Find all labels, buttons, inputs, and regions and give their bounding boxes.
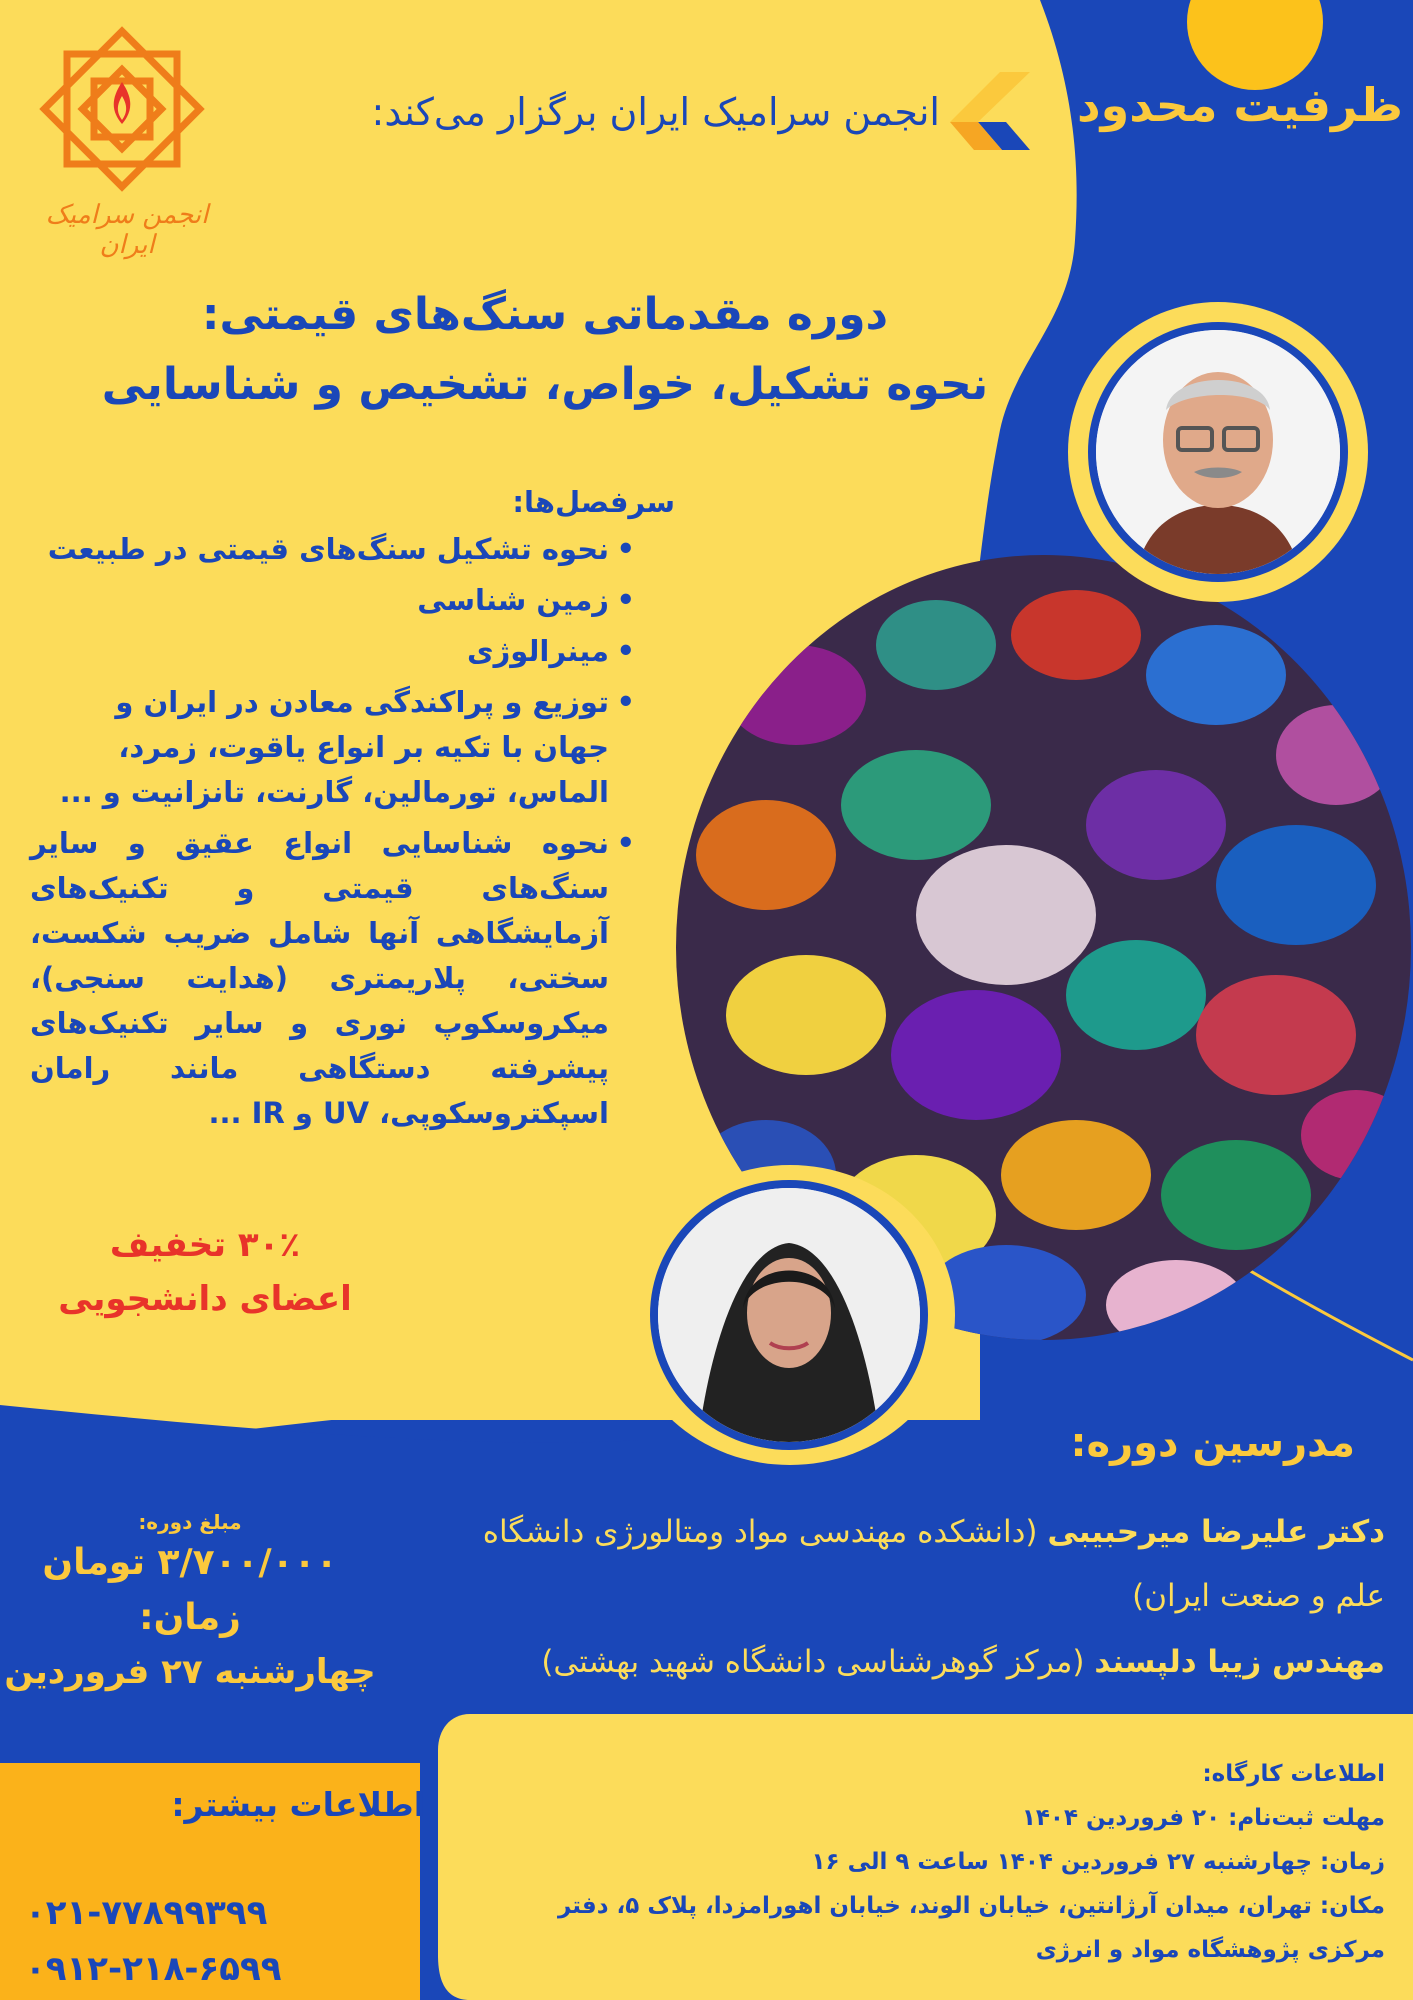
topic-item: • زمین شناسی <box>30 578 635 623</box>
topic-item: • نحوه شناسایی انواع عقیق و سایر سنگ‌های قیمتی و تکنیک‌های آزمایشگاهی آنها شامل ضریب شکست، سختی، پلاریمتری (هدایت سنجی)، میکروسکوپ نوری و سایر تکنیک‌های پیشرفته دستگاهی مانند رامان اسپکتروسکوپی، UV و IR ... <box>30 821 635 1136</box>
discount-audience: اعضای دانشجویی <box>58 1279 352 1319</box>
topics-heading: سرفصل‌ها: <box>512 485 675 519</box>
contact-heading: اطلاعات بیشتر: <box>171 1785 425 1824</box>
workshop-location-line-2: مرکزی پژوهشگاه مواد و انرژی <box>1035 1937 1385 1963</box>
instructor-2-affiliation: (مرکز گوهرشناسی دانشگاه شهید بهشتی) <box>541 1644 1085 1680</box>
ceramic-society-logo <box>22 12 222 260</box>
workshop-heading: اطلاعات کارگاه: <box>1202 1761 1385 1787</box>
instructor-2 <box>430 1630 1385 1694</box>
instructor-2-photo <box>650 1180 928 1450</box>
time-value: چهارشنبه ۲۷ فروردین <box>4 1652 376 1692</box>
instructors-heading: مدرسین دوره: <box>1070 1420 1355 1466</box>
topic-item: • توزیع و پراکندگی معادن در ایران و جهان با تکیه بر انواع یاقوت، زمرد، الماس، تورمالین، گارنت، تانزانیت و ... <box>30 680 635 815</box>
arrow-logo-icon <box>950 72 1030 172</box>
instructors-details <box>430 1500 1385 1694</box>
instructor-1-photo-frame <box>1068 302 1368 602</box>
logo-text: انجمن سرامیک ایران <box>45 200 209 260</box>
phone-1[interactable]: ۰۲۱-۷۷۸۹۹۳۹۹ <box>25 1893 268 1933</box>
fee-label: مبلغ دوره: <box>138 1510 242 1534</box>
topic-item: • مینرالوژی <box>30 629 635 674</box>
time-label: زمان: <box>139 1597 241 1638</box>
phone-2[interactable]: ۰۹۱۲-۲۱۸-۶۵۹۹ <box>25 1949 282 1989</box>
instructor-1-name: دکتر علیرضا میرحبیبی <box>1047 1514 1385 1550</box>
workshop-info <box>470 1752 1385 1972</box>
instructor-1-photo <box>1088 322 1348 582</box>
workshop-time: زمان: چهارشنبه ۲۷ فروردین ۱۴۰۴ ساعت ۹ الی ۱۶ <box>811 1849 1385 1875</box>
limited-capacity-badge: ظرفیت محدود <box>1077 78 1403 132</box>
logo-emblem-icon <box>22 12 222 197</box>
topic-item: • نحوه تشکیل سنگ‌های قیمتی در طبیعت <box>30 527 635 572</box>
course-title <box>60 280 1030 420</box>
fee-section <box>0 1510 380 1692</box>
instructor-2-name: مهندس زیبا دلپسند <box>1094 1644 1385 1680</box>
workshop-location-line-1: مکان: تهران، میدان آرژانتین، خیابان الوند، خیابان اهورامزدا، پلاک ۵، دفتر <box>557 1893 1385 1919</box>
topics-list <box>30 527 675 1136</box>
contact-phones <box>25 1885 405 1997</box>
registration-deadline: مهلت ثبت‌نام: ۲۰ فروردین ۱۴۰۴ <box>1021 1805 1385 1831</box>
organizer-text: انجمن سرامیک ایران برگزار می‌کند: <box>371 90 940 134</box>
course-title-line-1: دوره مقدماتی سنگ‌های قیمتی: <box>201 289 889 340</box>
fee-amount: ۳/۷۰۰/۰۰۰ تومان <box>42 1542 338 1583</box>
instructor-1-affiliation: (دانشکده مهندسی مواد ومتالورژی دانشگاه علم و صنعت ایران) <box>482 1514 1385 1614</box>
discount-percent: ۳۰٪ تخفیف <box>109 1225 301 1265</box>
course-title-line-2: نحوه تشکیل، خواص، تشخیص و شناسایی <box>101 359 989 410</box>
instructor-1 <box>430 1500 1385 1628</box>
student-discount <box>40 1218 370 1326</box>
topics-section <box>30 485 675 1142</box>
